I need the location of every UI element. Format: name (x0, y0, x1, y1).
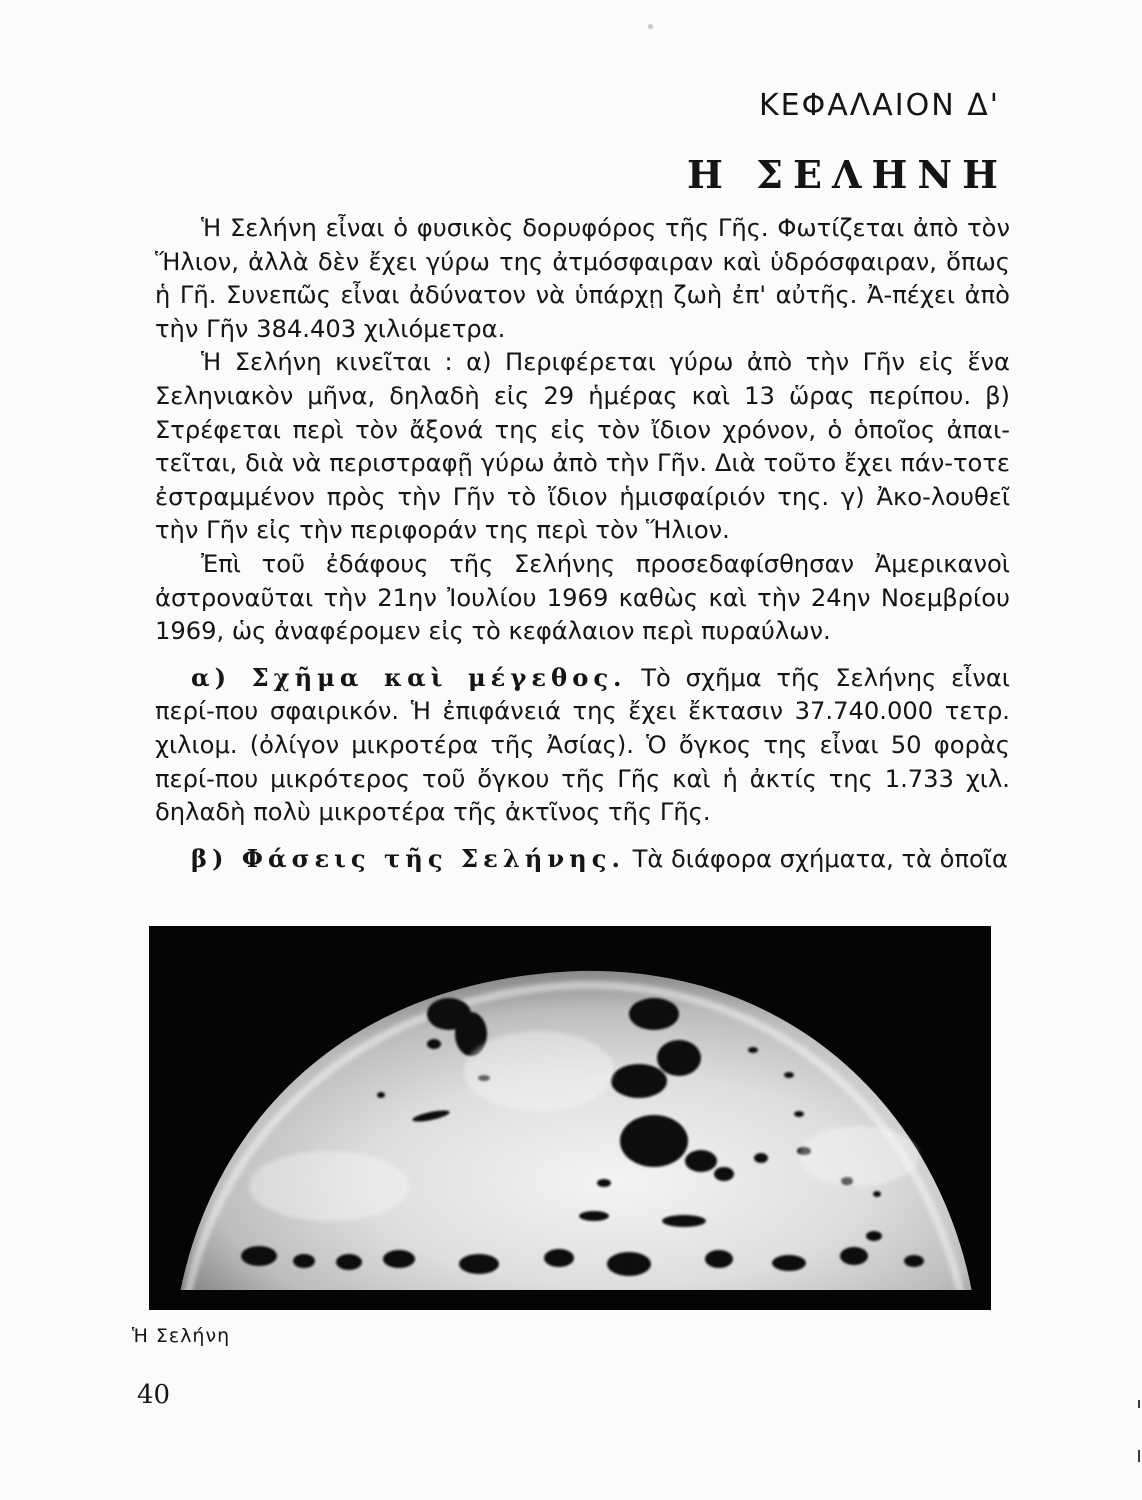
section-heading-moon-phases: β) Φάσεις τῆς Σελήνης. (191, 843, 625, 873)
section-heading-shape-size: α) Σχῆμα καὶ μέγεθος. (191, 662, 627, 692)
paragraph-introduction: Ἡ Σελήνη εἶναι ὁ φυσικὸς δορυφόρος τῆς Γῆς. Φωτίζεται ἀπὸ τὸν Ἥλιον, ἀλλὰ δὲν ἔχει γύρω της ἀτμόσφαιραν καὶ ὑδρόσφαιραν, ὅπως ἡ Γῆ. Συνεπῶς εἶναι ἀδύνατον νὰ ὑπάρχῃ ζωὴ ἐπ' αὐτῆς. Ἀ-πέχει ἀπὸ τὴν Γῆν 384.403 χιλιόμετρα. (155, 214, 1010, 343)
scan-edge-mark (1138, 1400, 1140, 1408)
paragraph-moon-motion: Ἡ Σελήνη κινεῖται : α) Περιφέρεται γύρω ἀπὸ τὴν Γῆν εἰς ἕνα Σεληνιακὸν μῆνα, δηλαδὴ εἰς 29 ἡμέρας καὶ 13 ὥρας περίπου. β) Στρέφεται περὶ τὸν ἄξονά της εἰς τὸν ἴδιον χρόνον, ὁ ὁποῖος ἀπαι-τεῖται, διὰ νὰ περιστραφῇ γύρω ἀπὸ τὴν Γῆν. Διὰ τοῦτο ἔχει πάν-τοτε ἐστραμμένον πρὸς τὴν Γῆν τὸ ἴδιον ἡμισφαίριόν της. γ) Ἀκο-λουθεῖ τὴν Γῆν εἰς τὴν περιφοράν της περὶ τὸν Ἥλιον. (155, 348, 1010, 545)
moon-photograph (149, 926, 991, 1310)
section-text-moon-phases: Τὰ διάφορα σχήματα, τὰ ὁποῖα (624, 844, 1008, 873)
paragraph-moon-landing: Ἐπὶ τοῦ ἐδάφους τῆς Σελήνης προσεδαφίσθησαν Ἀμερικανοὶ ἀστροναῦται τὴν 21ην Ἰουλίου 1969 καθὼς καὶ τὴν 24ην Νοεμβρίου 1969, ὡς ἀναφέρομεν εἰς τὸ κεφάλαιον περὶ πυραύλων. (155, 549, 1010, 646)
chapter-label: ΚΕΦΑΛΑΙΟΝ Δ' (758, 88, 1000, 123)
chapter-title: Η ΣΕΛΗΝΗ (687, 152, 1008, 197)
section-moon-phases (155, 842, 1010, 877)
figure-caption: Ἡ Σελήνη (132, 1325, 231, 1347)
moon-surface-image (149, 926, 991, 1310)
section-shape-size (155, 661, 1010, 830)
chapter-body (155, 212, 1010, 876)
section-text-shape-size: Τὸ σχῆμα τῆς Σελήνης εἶναι περί-που σφαιρικόν. Ἡ ἐπιφάνειά της ἔχει ἔκτασιν 37.740.000 τετρ. χιλιομ. (ὀλίγον μικροτέρα τῆς Ἀσίας). Ὁ ὄγκος της εἶναι 50 φορὰς περί-που μικρότερος τοῦ ὄγκου τῆς Γῆς καὶ ἡ ἀκτίς της 1.733 χιλ. δηλαδὴ πολὺ μικροτέρα τῆς ἀκτῖνος τῆς Γῆς. (155, 663, 1010, 827)
scan-edge-mark (1138, 1450, 1140, 1462)
page-number: 40 (137, 1380, 171, 1410)
scan-speck (648, 24, 653, 29)
